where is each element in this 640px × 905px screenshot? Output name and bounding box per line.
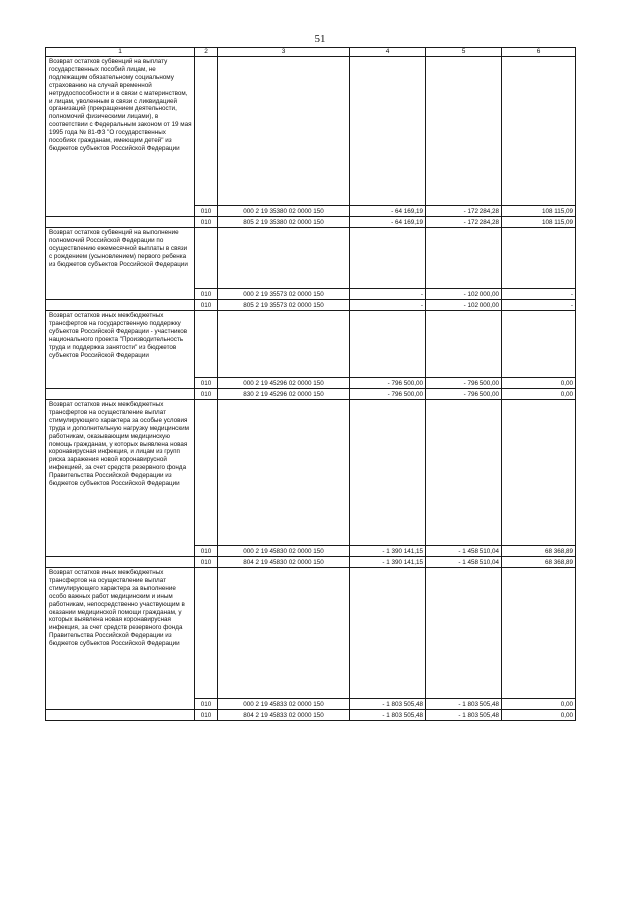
line-code: 010 <box>195 389 218 400</box>
column-header: 3 <box>218 48 350 57</box>
amount-col6: 108 115,09 <box>502 217 576 228</box>
amount-col6: - <box>502 300 576 311</box>
row-description: Возврат остатков иных межбюджетных трансфертов на осуществление выплат стимулирующего характера за особые условия труда и дополнительную нагрузку медицинским работникам, оказывающим медицинскую помощь гражданам, у которых выявлена новая коронавирусная инфекция, и лицам из групп риска заражения новой коронавирусной инфекцией, за счет средств резервного фонда Правительства Российской Федерации из бюджетов субъектов Российской Федерации <box>46 400 195 557</box>
column-header: 6 <box>502 48 576 57</box>
budget-code: 804 2 19 45830 02 0000 150 <box>218 557 350 568</box>
column-header: 1 <box>46 48 195 57</box>
amount-col6: 0,00 <box>502 389 576 400</box>
amount-col4: - 1 803 505,48 <box>350 698 426 709</box>
budget-code: 830 2 19 45296 02 0000 150 <box>218 389 350 400</box>
column-header-row <box>46 48 576 57</box>
amount-col5: - 1 458 510,04 <box>426 545 502 556</box>
amount-col4: - <box>350 289 426 300</box>
budget-code: 805 2 19 35573 02 0000 150 <box>218 300 350 311</box>
amount-col6: 68 368,89 <box>502 557 576 568</box>
amount-col4: - 796 500,00 <box>350 377 426 388</box>
budget-code: 804 2 19 45833 02 0000 150 <box>218 710 350 721</box>
budget-code: 805 2 19 35380 02 0000 150 <box>218 217 350 228</box>
column-header: 5 <box>426 48 502 57</box>
amount-col4: - 1 390 141,15 <box>350 557 426 568</box>
table-row <box>46 300 576 311</box>
budget-code: 000 2 19 45830 02 0000 150 <box>218 545 350 556</box>
table-row <box>46 389 576 400</box>
amount-col5: - 102 000,00 <box>426 289 502 300</box>
line-code: 010 <box>195 300 218 311</box>
amount-col5: - 1 458 510,04 <box>426 557 502 568</box>
row-description: Возврат остатков иных межбюджетных трансфертов на осуществление выплат стимулирующего характера за выполнение особо важных работ медицинским и иным работникам, непосредственно участвующим в оказании медицинской помощи гражданам, у которых выявлена новая коронавирусная инфекция, за счет средств резервного фонда Правительства Российской Федерации из бюджетов субъектов Российской Федерации <box>46 568 195 710</box>
budget-code: 000 2 19 45833 02 0000 150 <box>218 698 350 709</box>
amount-col5: - 796 500,00 <box>426 377 502 388</box>
line-code: 010 <box>195 698 218 709</box>
table-row <box>46 217 576 228</box>
column-header: 2 <box>195 48 218 57</box>
line-code: 010 <box>195 557 218 568</box>
amount-col5: - 172 284,28 <box>426 217 502 228</box>
line-code: 010 <box>195 545 218 556</box>
table-row <box>46 311 576 378</box>
column-header: 4 <box>350 48 426 57</box>
amount-col5: - 796 500,00 <box>426 389 502 400</box>
budget-code: 000 2 19 35573 02 0000 150 <box>218 289 350 300</box>
line-code: 010 <box>195 217 218 228</box>
line-code: 010 <box>195 710 218 721</box>
amount-col5: - 102 000,00 <box>426 300 502 311</box>
budget-code: 000 2 19 35380 02 0000 150 <box>218 206 350 217</box>
amount-col6: 0,00 <box>502 698 576 709</box>
row-description: Возврат остатков субвенций на выплату государственных пособий лицам, не подлежащим обязательному социальному страхованию на случай временной нетрудоспособности и в связи с материнством, и лицам, уволенным в связи с ликвидацией организаций (прекращением деятельности, полномочий физическими лицами), в соответствии с Федеральным законом от 19 мая 1995 года № 81-ФЗ "О государственных пособиях гражданам, имеющим детей" из бюджетов субъектов Российской Федерации <box>46 57 195 217</box>
amount-col4: - 1 803 505,48 <box>350 710 426 721</box>
budget-code: 000 2 19 45296 02 0000 150 <box>218 377 350 388</box>
amount-col6: 68 368,89 <box>502 545 576 556</box>
amount-col6: 0,00 <box>502 377 576 388</box>
table-row <box>46 710 576 721</box>
amount-col4: - <box>350 300 426 311</box>
table-row <box>46 57 576 206</box>
page-number: 51 <box>314 33 326 45</box>
table-row <box>46 557 576 568</box>
table-row <box>46 228 576 289</box>
line-code: 010 <box>195 289 218 300</box>
amount-col5: - 1 803 505,48 <box>426 698 502 709</box>
amount-col4: - 1 390 141,15 <box>350 545 426 556</box>
amount-col5: - 1 803 505,48 <box>426 710 502 721</box>
table-row <box>46 568 576 699</box>
amount-col4: - 64 169,19 <box>350 206 426 217</box>
amount-col4: - 64 169,19 <box>350 217 426 228</box>
row-description: Возврат остатков субвенций на выполнение полномочий Российской Федерации по осуществлению ежемесячной выплаты в связи с рождением (усыновлением) первого ребенка из бюджетов субъектов Российской Федерации <box>46 228 195 300</box>
line-code: 010 <box>195 206 218 217</box>
amount-col6: 108 115,09 <box>502 206 576 217</box>
line-code: 010 <box>195 377 218 388</box>
amount-col4: - 796 500,00 <box>350 389 426 400</box>
amount-col6: - <box>502 289 576 300</box>
amount-col5: - 172 284,28 <box>426 206 502 217</box>
row-description: Возврат остатков иных межбюджетных трансфертов на государственную поддержку субъектов Российской Федерации - участников национального проекта "Производительность труда и поддержка занятости" из бюджетов субъектов Российской Федерации <box>46 311 195 389</box>
report-table <box>45 47 576 721</box>
table-row <box>46 400 576 546</box>
amount-col6: 0,00 <box>502 710 576 721</box>
